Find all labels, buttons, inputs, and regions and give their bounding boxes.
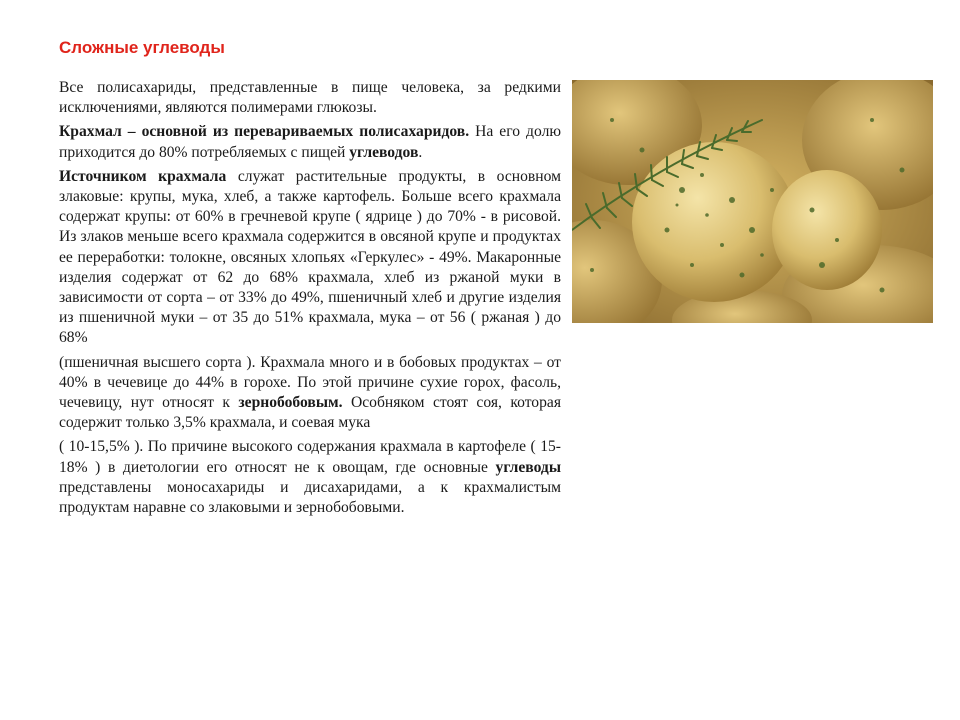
slide-title: Сложные углеводы <box>59 38 225 57</box>
text-run: служат растительные продукты, в основном злаковые: крупы, мука, хлеб, а также картофель. Больше всего крахмала содержат крупы: от 60% в гречневой крупе ( ядрице ) до 70% - в рисовой. Из злаков меньше всего крахмала содержится в овсяной крупе и продуктах ее переработки: толокне, овсяных хлопьях «Геркулес» - 49%. Макаронные изделия содержат от 62 до 68% крахмала, хлеб из ржаной муки в зависимости от сорта – от 33% до 49%, пшеничный хлеб и другие изделия из пшеничной муки – от 35 до 51% крахмала, мука – от 56 ( ржаная ) до 68% <box>59 167 561 347</box>
text-run: (пшеничная высшего сорта ). Крахмала много и в бобовых продуктах – от 40% в чечевице до 44% в горохе. По этой причине сухие горох, фасоль, чечевицу, нут относят к <box>59 353 561 412</box>
paragraph-legumes <box>59 353 561 434</box>
text-run: Все полисахариды, представленные в пище человека, за редкими исключениями, являются полимерами глюкозы. <box>59 79 561 117</box>
bold-text-run: Источником крахмала <box>59 167 227 185</box>
bold-text-run: зернобобовым. <box>238 394 343 412</box>
paragraph-starch <box>59 122 561 162</box>
text-run: . <box>418 143 423 161</box>
paragraph-starch-sources <box>59 167 561 349</box>
text-run: Особняком стоят соя, которая содержит только 3,5% крахмала, и соевая мука <box>59 394 561 432</box>
text-column <box>59 78 561 522</box>
text-run: представлены моносахариды и дисахаридами, а к крахмалистым продуктам наравне со злаковыми и зернобобовыми. <box>59 478 561 517</box>
bold-text-run: Крахмал – основной из перевариваемых полисахаридов. <box>59 123 470 141</box>
bold-text-run: углеводов <box>349 143 419 161</box>
paragraph-polysaccharides <box>59 78 561 118</box>
bold-text-run: углеводы <box>495 458 561 476</box>
paragraph-potato <box>59 437 561 518</box>
text-run: ( 10-15,5% ). По причине высокого содержания крахмала в картофеле ( 15-18% ) в диетологии его относят не к овощам, где основные <box>59 438 561 476</box>
potatoes-illustration <box>572 80 933 323</box>
potatoes-photo <box>572 80 933 323</box>
text-run: На его долю приходится до 80% потребляемых с пищей <box>59 123 561 161</box>
